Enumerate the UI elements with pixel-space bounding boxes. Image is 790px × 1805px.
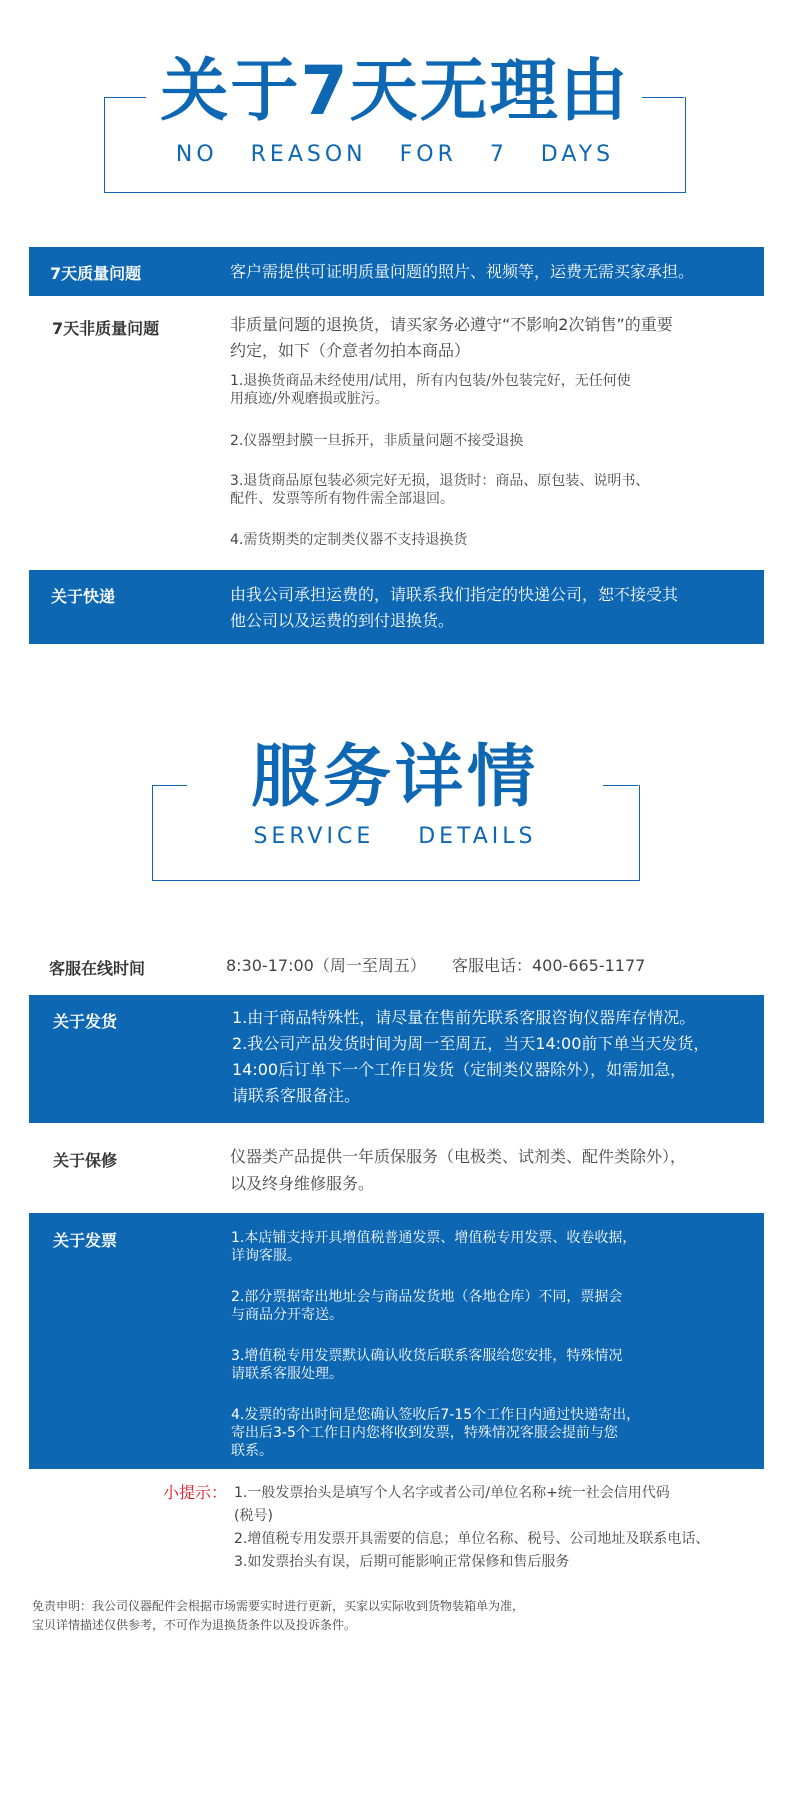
invoice-item-4-line1: 4.发票的寄出时间是您确认签收后7-15个工作日内通过快递寄出， [231,1407,641,1423]
invoice-item-2-line2: 与商品分开寄送。 [231,1307,343,1323]
disclaimer-line-1: 免责申明：我公司仪器配件会根据市场需要实时进行更新，买家以实际收到货物装箱单为准， [32,1599,525,1613]
online-hours-label: 客服在线时间 [49,959,146,978]
online-phone: 客服电话：400-665-1177 [452,956,646,975]
invoice-band [29,1213,764,1469]
warranty-line-1: 仪器类产品提供一年质保服务（电极类、试剂类、配件类除外）， [230,1147,687,1166]
non-quality-item-2: 2.仪器塑封膜一旦拆开，非质量问题不接受退换 [230,433,524,449]
express-label: 关于快递 [51,587,116,606]
shipping-band [29,995,764,1123]
quality-band [29,247,764,296]
non-quality-label: 7天非质量问题 [52,319,160,338]
invoice-item-2-line1: 2.部分票据寄出地址会与商品发货地（各地仓库）不同，票据会 [231,1289,623,1305]
non-quality-item-1-line2: 用痕迹/外观磨损或脏污。 [230,391,389,407]
express-line-2: 他公司以及运费的到付退换货。 [230,611,455,630]
shipping-line-2: 2.我公司产品发货时间为周一至周五，当天14:00前下单当天发货， [232,1034,710,1053]
section2-subtitle: SERVICE DETAILS [253,824,537,849]
non-quality-item-3-line1: 3.退货商品原包装必须完好无损，退货时：商品、原包装、说明书、 [230,473,650,489]
express-band [29,570,764,644]
invoice-label: 关于发票 [53,1231,118,1250]
section1-subtitle: NO REASON FOR 7 DAYS [175,142,615,167]
express-line-1: 由我公司承担运费的，请联系我们指定的快递公司，恕不接受其 [230,585,679,604]
disclaimer-line-2: 宝贝详情描述仅供参考，不可作为退换货条件以及投诉条件。 [32,1618,357,1632]
online-hours-value: 8:30-17:00（周一至周五） [226,956,426,975]
tips-line-1b: (税号) [234,1508,273,1524]
non-quality-intro-1: 非质量问题的退换货，请买家务必遵守“不影响2次销售”的重要 [230,315,673,334]
non-quality-item-4: 4.需货期类的定制类仪器不支持退换货 [230,532,468,548]
quality-text: 客户需提供可证明质量问题的照片、视频等，运费无需买家承担。 [230,262,695,281]
shipping-line-1: 1.由于商品特殊性，请尽量在售前先联系客服咨询仪器库存情况。 [232,1008,696,1027]
invoice-item-3-line2: 请联系客服处理。 [231,1366,343,1382]
warranty-line-2: 以及终身维修服务。 [230,1174,375,1193]
invoice-item-1-line2: 详询客服。 [231,1248,301,1264]
non-quality-item-1-line1: 1.退换货商品未经使用/试用，所有内包装/外包装完好，无任何使 [230,373,631,389]
tips-line-1: 1.一般发票抬头是填写个人名字或者公司/单位名称+统一社会信用代码 [234,1485,670,1501]
tips-line-3: 3.如发票抬头有误，后期可能影响正常保修和售后服务 [234,1554,570,1570]
tips-label: 小提示： [163,1483,228,1502]
quality-label: 7天质量问题 [50,264,142,283]
shipping-line-4: 请联系客服备注。 [232,1086,361,1105]
invoice-item-4-line3: 联系。 [231,1443,273,1459]
section1-title: 关于7天无理由 [160,52,630,131]
non-quality-item-3-line2: 配件、发票等所有物件需全部退回。 [230,491,454,507]
section2-title: 服务详情 [250,738,539,817]
shipping-line-3: 14:00后订单下一个工作日发货（定制类仪器除外），如需加急， [232,1060,687,1079]
warranty-label: 关于保修 [53,1151,118,1170]
invoice-item-3-line1: 3.增值税专用发票默认确认收货后联系客服给您安排，特殊情况 [231,1348,623,1364]
tips-line-2: 2.增值税专用发票开具需要的信息；单位名称、税号、公司地址及联系电话、 [234,1531,710,1547]
shipping-label: 关于发货 [53,1012,118,1031]
invoice-item-4-line2: 寄出后3-5个工作日内您将收到发票，特殊情况客服会提前与您 [231,1425,618,1441]
invoice-item-1-line1: 1.本店铺支持开具增值税普通发票、增值税专用发票、收卷收据， [231,1230,637,1246]
non-quality-intro-2: 约定，如下（介意者勿拍本商品） [230,341,471,360]
